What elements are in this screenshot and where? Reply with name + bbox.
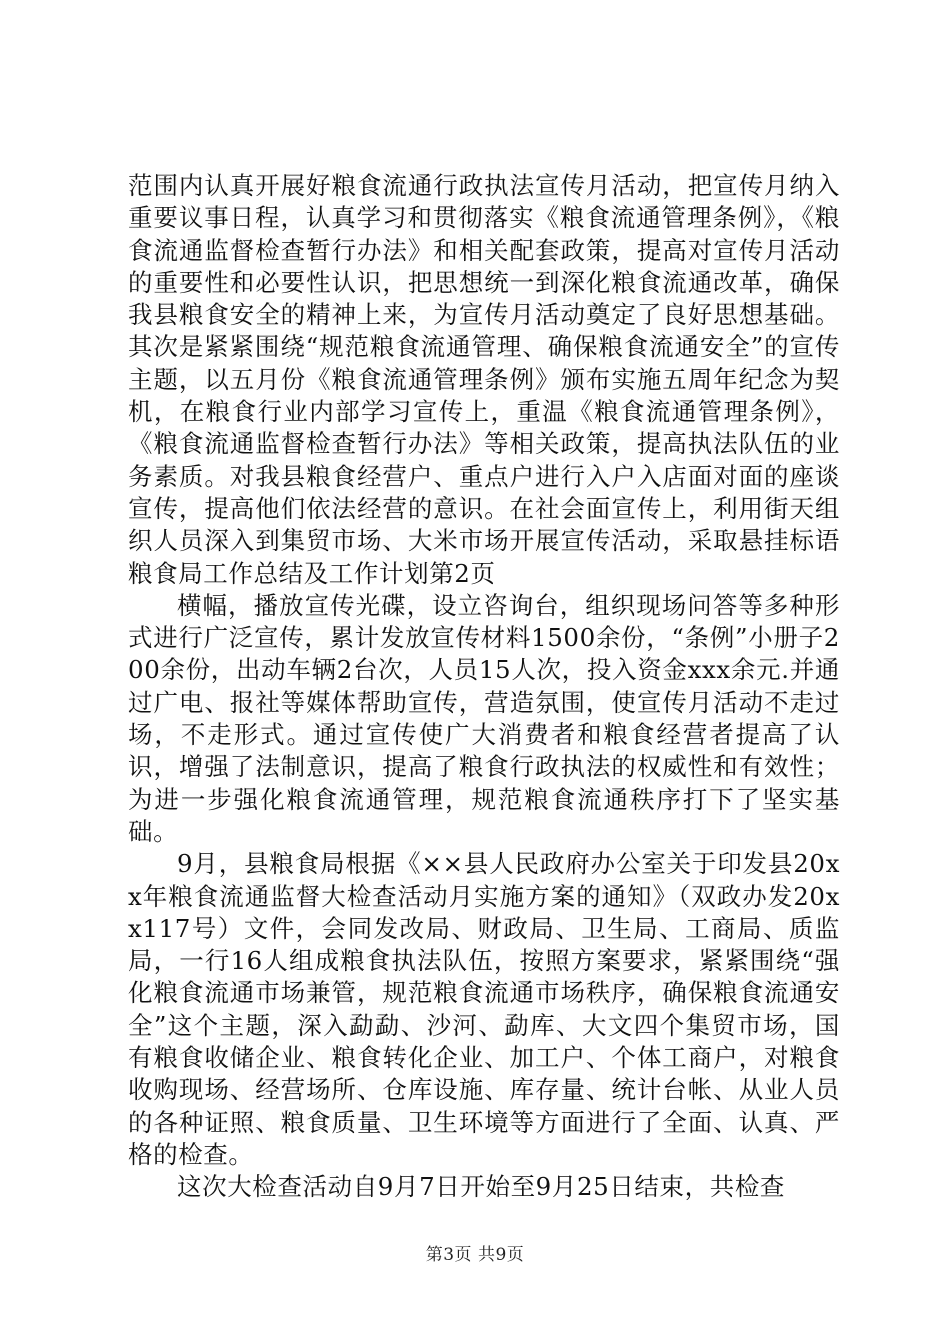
- paragraph-3: 9月，县粮食局根据《××县人民政府办公室关于印发县20xx年粮食流通监督大检查活动月实施方案的通知》（双政办发20xx117号）文件，会同发改局、财政局、卫生局、工商局、质监局，一行16人组成粮食执法队伍，按照方案要求，紧紧围绕“强化粮食流通市场兼管，规范粮食流通市场秩序，确保粮食流通安全”这个主题，深入勐勐、沙河、勐库、大文四个集贸市场，国有粮食收储企业、粮食转化企业、加工户、个体工商户，对粮食收购现场、经营场所、仓库设施、库存量、统计台帐、从业人员的各种证照、粮食质量、卫生环境等方面进行了全面、认真、严格的检查。: [128, 849, 840, 1169]
- page-number-footer: 第3页 共9页: [425, 1245, 525, 1265]
- document-body: [128, 170, 840, 1204]
- paragraph-4: 这次大检查活动自9月7日开始至9月25日结束，共检查: [177, 1172, 786, 1202]
- paragraph-1: 范围内认真开展好粮食流通行政执法宣传月活动，把宣传月纳入重要议事日程，认真学习和贯彻落实《粮食流通管理条例》，《粮食流通监督检查暂行办法》和相关配套政策，提高对宣传月活动的重要性和必要性认识，把思想统一到深化粮食流通改革，确保我县粮食安全的精神上来，为宣传月活动奠定了良好思想基础。其次是紧紧围绕“规范粮食流通管理、确保粮食流通安全”的宣传主题，以五月份《粮食流通管理条例》颁布实施五周年纪念为契机，在粮食行业内部学习宣传上，重温《粮食流通管理条例》，《粮食流通监督检查暂行办法》等相关政策，提高执法队伍的业务素质。对我县粮食经营户、重点户进行入户入店面对面的座谈宣传，提高他们依法经营的意识。在社会面宣传上，利用街天组织人员深入到集贸市场、大米市场开展宣传活动，采取悬挂标语粮食局工作总结及工作计划第2页: [128, 171, 840, 588]
- paragraph-2: 横幅，播放宣传光碟，设立咨询台，组织现场问答等多种形式进行广泛宣传，累计发放宣传材料1500余份，“条例”小册子200余份，出动车辆2台次，人员15人次，投入资金xxx余元.并通过广电、报社等媒体帮助宣传，营造氛围，使宣传月活动不走过场，不走形式。通过宣传使广大消费者和粮食经营者提高了认识，增强了法制意识，提高了粮食行政执法的权威性和有效性；为进一步强化粮食流通管理，规范粮食流通秩序打下了坚实基础。: [128, 590, 840, 846]
